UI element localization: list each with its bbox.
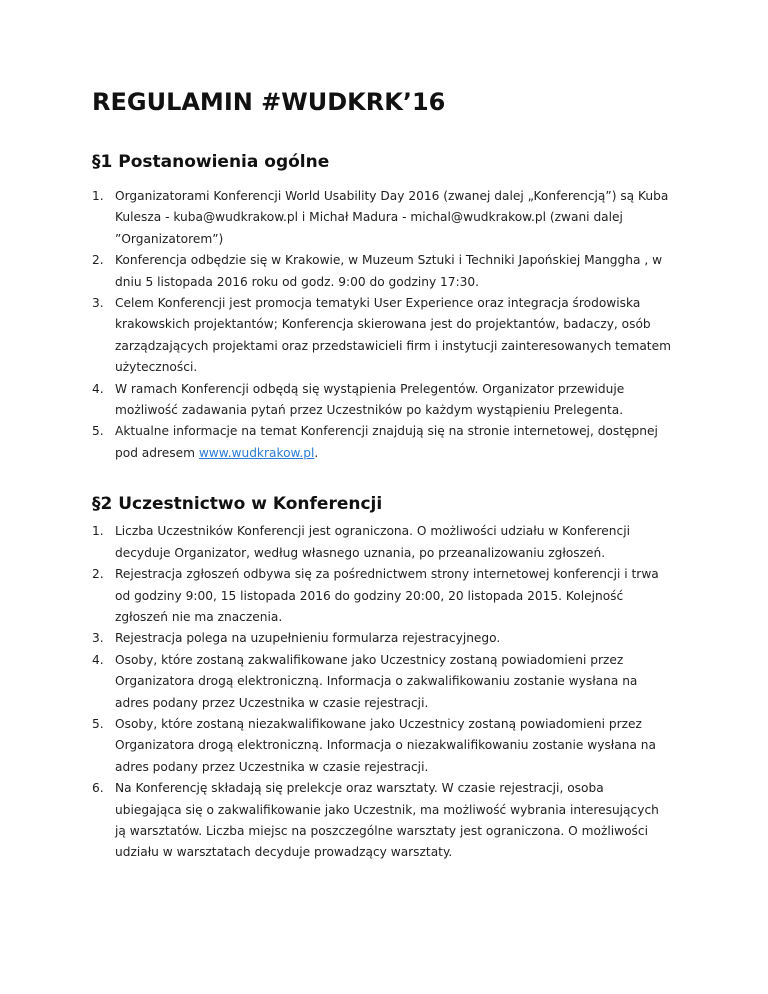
list-item bbox=[92, 379, 672, 422]
section-1-heading: §1 Postanowienia ogólne bbox=[92, 152, 330, 172]
list-item bbox=[92, 628, 672, 649]
list-item-text: Organizatorami Konferencji World Usability Day 2016 (zwanej dalej „Konferencją”) są Kuba Kulesza - kuba@wudkrakow.pl i Michał Madura - michal@wudkrakow.pl (zwani dalej ”Organizatorem”) bbox=[115, 189, 669, 246]
list-item bbox=[92, 421, 672, 464]
list-item-text: Rejestracja polega na uzupełnieniu formularza rejestracyjnego. bbox=[115, 631, 501, 646]
list-item-number: 1. bbox=[92, 524, 104, 539]
list-item bbox=[92, 186, 672, 250]
list-item-text-before-link: Aktualne informacje na temat Konferencji znajdują się na stronie internetowej, dostępnej pod adresem bbox=[115, 424, 658, 460]
section-2-heading: §2 Uczestnictwo w Konferencji bbox=[92, 494, 383, 515]
list-item-number: 3. bbox=[92, 296, 104, 311]
list-item-text: Konferencja odbędzie się w Krakowie, w Muzeum Sztuki i Techniki Japońskiej Manggha , w dniu 5 listopada 2016 roku od godz. 9:00 do godziny 17:30. bbox=[115, 253, 663, 289]
list-item-number: 4. bbox=[92, 652, 104, 667]
section-2-list bbox=[92, 521, 672, 864]
list-item-text-after-link: . bbox=[314, 445, 319, 460]
list-item-text: Celem Konferencji jest promocja tematyki User Experience oraz integracja środowiska krakowskich projektantów; Konferencja skierowana jest do projektantów, badaczy, osób zarządzających projektami oraz przedstawicieli firm i instytucji zainteresowanych tematem użyteczności. bbox=[115, 296, 671, 375]
document-title: REGULAMIN #WUDKRK’16 bbox=[92, 88, 446, 116]
list-item-number: 6. bbox=[92, 781, 104, 796]
list-item bbox=[92, 564, 672, 628]
list-item-text: Rejestracja zgłoszeń odbywa się za pośrednictwem strony internetowej konferencji i trwa od godziny 9:00, 15 listopada 2016 do godziny 20:00, 20 listopada 2015. Kolejność zgłoszeń nie ma znaczenia. bbox=[115, 567, 659, 624]
list-item-number: 4. bbox=[92, 381, 104, 396]
list-item bbox=[92, 650, 672, 714]
list-item-number: 5. bbox=[92, 716, 104, 731]
list-item-text: Osoby, które zostaną zakwalifikowane jako Uczestnicy zostaną powiadomieni przez Organizatora drogą elektroniczną. Informacja o zakwalifikowaniu zostanie wysłana na adres podany przez Uczestnika w czasie rejestracji. bbox=[115, 652, 638, 710]
list-item-number: 5. bbox=[92, 424, 104, 439]
list-item bbox=[92, 521, 672, 564]
list-item bbox=[92, 293, 672, 379]
list-item-number: 2. bbox=[92, 567, 104, 582]
list-item-number: 2. bbox=[92, 253, 104, 268]
list-item-number: 1. bbox=[92, 189, 104, 203]
list-item-number: 3. bbox=[92, 631, 104, 646]
section-1-list bbox=[92, 186, 672, 464]
list-item-text: Osoby, które zostaną niezakwalifikowane jako Uczestnicy zostaną powiadomieni przez Organizatora drogą elektroniczną. Informacja o niezakwalifikowaniu zostanie wysłana na adres podany przez Uczestnika w czasie rejestracji. bbox=[115, 716, 656, 774]
website-link[interactable]: www.wudkrakow.pl bbox=[198, 445, 315, 460]
list-item-text: Liczba Uczestników Konferencji jest ograniczona. O możliwości udziału w Konferencji decyduje Organizator, według własnego uznania, po przeanalizowaniu zgłoszeń. bbox=[115, 524, 630, 560]
list-item-text: W ramach Konferencji odbędą się wystąpienia Prelegentów. Organizator przewiduje możliwość zadawania pytań przez Uczestników po każdym wystąpieniu Prelegenta. bbox=[115, 381, 625, 418]
list-item bbox=[92, 714, 672, 778]
list-item bbox=[92, 778, 672, 864]
list-item bbox=[92, 250, 672, 293]
list-item-text: Na Konferencję składają się prelekcje oraz warsztaty. W czasie rejestracji, osoba ubiegająca się o zakwalifikowanie jako Uczestnik, ma możliwość wybrania interesujących ją warsztatów. Liczba miejsc na poszczególne warsztaty jest ograniczona. O możliwości udziału w warsztatach decyduje prowadzący warsztaty. bbox=[115, 781, 659, 860]
